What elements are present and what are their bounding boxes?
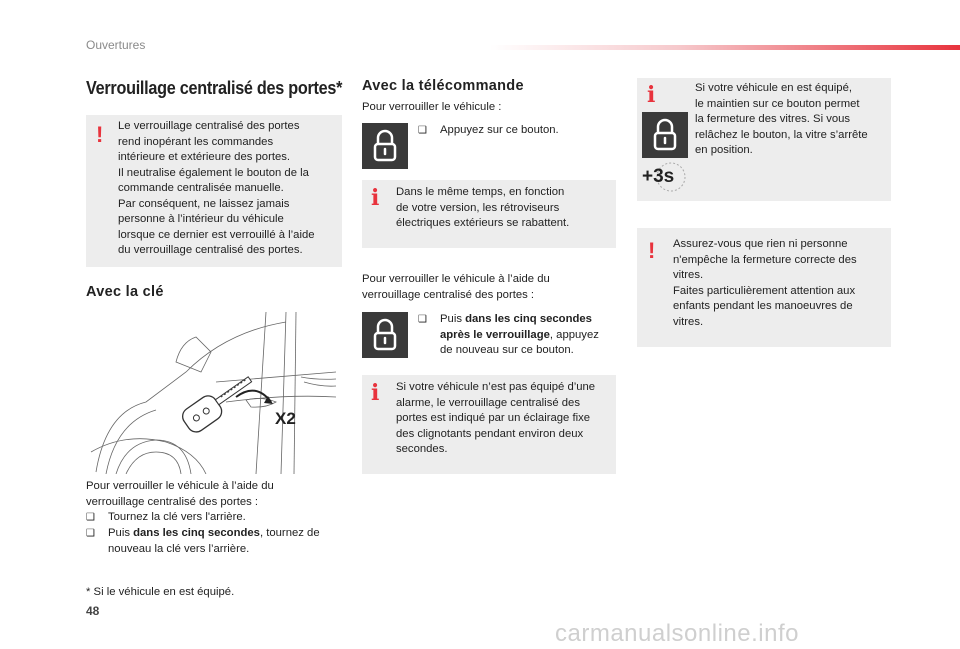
key-intro (86, 479, 346, 510)
text-line: le maintien sur ce bouton permet (695, 97, 860, 110)
text-line: commande centralisée manuelle. (118, 182, 284, 194)
timer-label: +3s (642, 166, 675, 187)
info-icon: i (647, 82, 656, 108)
text-line: Faites particulièrement attention aux (673, 284, 856, 297)
key-step-1 (86, 510, 346, 526)
step-text (418, 312, 618, 359)
warning-box-windows (637, 228, 891, 347)
text-line: Si votre véhicule en est équipé, (695, 82, 852, 94)
info-box-mirrors (362, 180, 616, 248)
watermark: carmanualsonline.info (555, 620, 799, 647)
emphasis: après le verrouillage (440, 328, 550, 341)
lock-button-icon (642, 112, 688, 158)
checkbox-bullet-icon: ❑ (418, 314, 427, 325)
text-line: lorsque ce dernier est verrouillé à l’aide (118, 228, 315, 241)
warning-icon: ! (648, 238, 656, 263)
info-icon: i (371, 185, 380, 211)
checkbox-bullet-icon: ❑ (86, 512, 95, 523)
remote-section-title: Avec la télécommande (362, 78, 524, 94)
x2-label: X2 (275, 409, 296, 428)
page-number: 48 (86, 604, 100, 618)
info-text (695, 81, 891, 159)
text-line: verrouillage centralisé des portes : (86, 495, 259, 508)
text-line: des clignotants pendant environ deux (396, 427, 584, 440)
remote-intro: Pour verrouiller le véhicule : (362, 101, 502, 113)
warning-icon: ! (96, 122, 104, 147)
text-fragment: Puis (440, 313, 466, 325)
text-line: Si votre véhicule n’est pas équipé d’une (396, 381, 596, 393)
page-title: Verrouillage centralisé des portes* (86, 78, 343, 98)
text-line: relâchez le bouton, la vitre s’arrête (695, 128, 868, 141)
text-line: Il neutralise également le bouton de la (118, 166, 309, 179)
warning-text (673, 237, 891, 330)
emphasis: dans les cinq secondes (465, 313, 592, 325)
text-line: secondes. (396, 443, 448, 455)
text-line: alarme, le verrouillage centralisé des (396, 396, 580, 409)
text-line: intérieure et extérieure des portes. (118, 151, 291, 163)
info-text (396, 185, 616, 232)
header-rule (490, 45, 960, 50)
text-line: n'empêche la fermeture correcte des (673, 253, 857, 266)
key-section-title: Avec la clé (86, 284, 164, 300)
section-header: Ouvertures (86, 38, 146, 52)
emphasis: dans les cinq secondes (133, 527, 260, 539)
lock-button-icon (362, 123, 408, 169)
text-fragment: de nouveau sur ce bouton. (440, 344, 574, 356)
text-fragment: nouveau la clé vers l’arrière. (108, 542, 250, 555)
text-line: personne à l’intérieur du véhicule (118, 213, 284, 225)
step-text: Appuyez sur ce bouton. (440, 124, 559, 136)
warning-box (86, 115, 342, 267)
text-line: rend inopérant les commandes (118, 135, 274, 148)
text-line: Pour verrouiller le véhicule à l’aide du (86, 480, 274, 492)
key-step-2 (86, 526, 346, 557)
text-line: Pour verrouiller le véhicule à l’aide du (362, 273, 550, 285)
step-text: Tournez la clé vers l'arrière. (108, 511, 246, 523)
checkbox-bullet-icon: ❑ (418, 125, 427, 136)
text-line: portes est indiqué par un éclairage fixe (396, 412, 591, 424)
car-door-key-illustration (86, 312, 342, 474)
text-line: Le verrouillage centralisé des portes (118, 120, 300, 132)
checkbox-bullet-icon: ❑ (86, 528, 95, 539)
text-fragment: Puis (108, 527, 134, 539)
info-icon: i (371, 380, 380, 406)
remote-step-2 (418, 312, 618, 359)
text-line: Par conséquent, ne laissez jamais (118, 197, 290, 210)
text-line: électriques extérieurs se rabattent. (396, 217, 570, 229)
text-line: verrouillage centralisé des portes : (362, 288, 535, 301)
text-line: Dans le même temps, en fonction (396, 186, 565, 198)
warning-text (118, 119, 342, 259)
info-box-indicators (362, 375, 616, 474)
central-intro (362, 272, 618, 303)
text-line: vitres. (673, 315, 704, 328)
text-line: du verrouillage centralisé des portes. (118, 244, 303, 256)
remote-step-1 (418, 123, 618, 139)
text-line: en position. (695, 144, 753, 156)
text-fragment: , appuyez (549, 328, 599, 341)
text-line: enfants pendant les manoeuvres de (673, 300, 853, 312)
text-line: Assurez-vous que rien ni personne (673, 238, 848, 250)
text-fragment: , tournez de (259, 527, 320, 539)
text-line: de votre version, les rétroviseurs (396, 201, 560, 214)
info-text (396, 380, 616, 458)
text-line: vitres. (673, 269, 704, 281)
lock-button-icon (362, 312, 408, 358)
footnote: * Si le véhicule en est équipé. (86, 586, 235, 598)
info-box-windows (637, 78, 891, 201)
step-text (86, 526, 346, 557)
text-line: la fermeture des vitres. Si vous (695, 113, 851, 125)
